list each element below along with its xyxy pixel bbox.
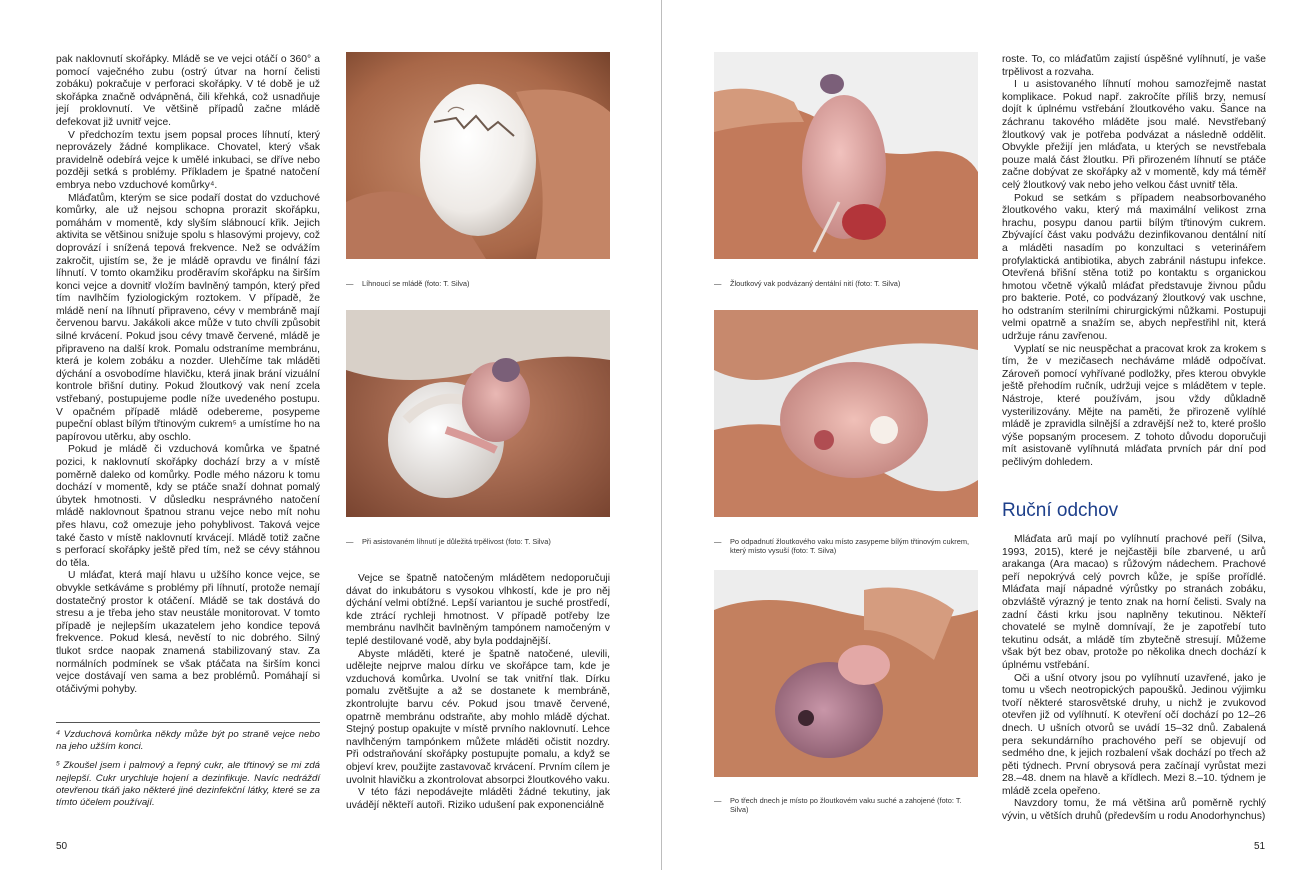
caption-photo-5: — Po třech dnech je místo po žloutkovém vaku suché a zahojené (foto: T. Silva): [714, 796, 962, 815]
paragraph: Abyste mláděti, které je špatně natočené, ulevili, udělejte nejprve malou dírku ve skořápce tam, kde je vzduchová komůrka. Uvolní se tak vnitřní tlak. Dírku pomalu zvětšujte a až se dostanete k membráně, zkontrolujte barvu cév. Pokud jsou tmavě červené, opatrně membránu odstraňte, aby mohlo mládě dýchat. Stejný postup opakujte v místě prvního naklovnutí. Lehce navlhčeným tampónkem můžete mláděti očistit nozdry. Při odstraňování skořápky postupujte pomalu, a když se objeví krev, použijte zastavovač krvácení. Prvním cílem je uvolnit hlavičku a zkontrolovat absorpci žloutkového vaku.: [346, 648, 610, 786]
paragraph: Navzdory tomu, že má většina arů poměrně rychlý vývin, u větších druhů (především u rodu Anodorhynchus): [1002, 798, 1266, 823]
paragraph: Mláďatům, kterým se sice podaří dostat do vzduchové komůrky, ale už nejsou schopna prorazit skořápku, pomáhám v momentě, kdy slyším slábnoucí křik. Jejich aktivita se většinou snižuje spolu s hlasovými projevy, což doprovází i snížená tepová frekvence. Než se odvážím zakročit, ujistím se, že je mládě opravdu ve finální fázi líhnutí. V tomto okamžiku proděravím skořápku na širším konci vejce a dovnitř vložím bavlněný tampón, který před tím navlhčím fyziologickým roztokem. V případě, že mládě není na líhnutí připraveno, cévy v membráně mají červenou barvu. Jakákoli akce může v tuto chvíli způsobit silné krvácení. Pokud jsou cévy tmavě červené, mládě je připraveno na další krok. Pomalu odstraníme membránu, která je kolem zobáku a nozder. Ulehčíme tak mláděti dýchání a osvobodíme hlavičku, která jinak brání vizuální kontrole břišní dutiny. Pokud žloutkový vak není zcela vstřebaný, postupujeme podle níže uvedeného postupu. V opačném případě mládě odebereme, posypeme pupeční oblast bílým třtinovým cukrem⁵ a umístíme ho na papírovou utěrku, aby oschlo.: [56, 192, 320, 443]
caption-photo-3: — Žloutkový vak podvázaný dentální nití (foto: T. Silva): [714, 279, 901, 288]
photo-assisted-hatch: [346, 310, 610, 517]
paragraph: Pokud se setkám s případem neabsorbovaného žloutkového vaku, který má maximální velikost zrna hrachu, posypu danou partii bílým třtinovým cukrem. Zbývající část vaku podvážu dezinfikovanou dentální nití a mláděti nasadím po konzultaci s veterinářem profylaktická antibiotika, abych zabránil nástupu infekce. Otevřená břišní stěna totiž po kontaktu s organickou hmotou včetně výkalů mláďat představuje živnou půdu pro bakterie. Poté, co podvázaný žloutkový vak uschne, ho odstraním sterilními chirurgickými nůžkami. Postupuji velmi opatrně a snažím se, abych nepřestřihl nit, která udržuje ránu zavřenou.: [1002, 192, 1266, 343]
left-page-column-1: [56, 54, 320, 706]
paragraph: V této fázi nepodávejte mláděti žádné tekutiny, jak uvádějí někteří autoři. Riziko udušení pak exponenciálně: [346, 787, 610, 811]
paragraph: Mláďata arů mají po vylíhnutí prachové peří (Silva, 1993, 2015), které je nejčastěji bíle zbarvené, u arů arakanga (Ara macao) s růžovým nádechem. Prachové peří nepokrývá celý povrch kůže, je spíše prořídlé. Mláďata mají nápadné výrůstky po stranách zobáku, obzvláště výrazný je tento znak na horní čelisti. Svaly na zadní části krku jsou naplněny tekutinou. Někteří chovatelé se mylně domnívají, že je zapotřebí tuto tekutinu odsát, a mládě tím zbytečně stresují. Můžeme však být bez obav, protože po několika dnech dochází k úplnému vstřebání.: [1002, 534, 1266, 671]
paragraph: Vyplatí se nic neuspěchat a pracovat krok za krokem s tím, že v mezičasech necháváme mládě odpočívat. Zároveň pomocí vyhřívané podložky, přes kterou obvykle ještě přehodím ručník, udržuji vejce s mládětem v teple. Nástroje, které používám, jsou vždy důkladně vysterilizovány. Mějte na paměti, že přirozeně vylíhlé mládě je zpravidla silnější a zdravější než to, které prošlo výše popsaným procesem. Z tohoto důvodu doporučuji mít asistovaně vylíhnutá mláďata prvních pár dní pod pečlivým dohledem.: [1002, 343, 1266, 468]
paragraph: I u asistovaného líhnutí mohou samozřejmě nastat komplikace. Pokud např. zakročíte příliš brzy, nemusí dojít k úplnému vstřebání žloutkového vaku. Šance na záchranu takového mláděte jsou malé. Nevstřebaný žloutkový vak je potřeba podvázat a následně oddělit. Obvykle přežijí jen mláďata, u kterých se nevstřebala pouze malá část žloutku. Při přirozeném líhnutí se ptáče začne dobývat ze skořápky až v momentě, kdy má téměř celý žloutkový vak nebo jeho velkou část uvnitř těla.: [1002, 79, 1266, 191]
page-number-left: 50: [56, 841, 68, 852]
right-page-column-bottom: [1002, 534, 1266, 824]
caption-photo-2: — Při asistovaném líhnutí je důležitá trpělivost (foto: T. Silva): [346, 537, 551, 546]
paragraph: roste. To, co mláďatům zajistí úspěšné vylíhnutí, je vaše trpělivost a rozvaha.: [1002, 54, 1266, 78]
footnote-5: ⁵ Zkoušel jsem i palmový a řepný cukr, ale třtinový se mi zdá nejlepší. Cukr urychluje hojení a dezinfikuje. Navíc nedráždí otevřenou tkáň jako některé jiné dezinfekční látky, které se za tímto účelem používají.: [56, 760, 320, 809]
caption-photo-4: — Po odpadnutí žloutkového vaku místo zasypeme bílým třtinovým cukrem, který místo vysuší (foto: T. Silva): [714, 537, 970, 556]
footnote-rule: [56, 722, 320, 723]
photo-yolk-sac-tied: [714, 52, 978, 259]
caption-photo-1: — Líhnoucí se mládě (foto: T. Silva): [346, 279, 470, 288]
paragraph: pak naklovnutí skořápky. Mládě se ve vejci otáčí o 360° a pomocí vaječného zubu (ostrý útvar na horní čelisti zobáku) pokračuje v perforaci skořápky. V té době je už skořápka značně odvápněná, čili křehká, což usnadňuje její proklovnutí. Ve většině případů začne mládě defekovat již uvnitř vejce.: [56, 54, 320, 128]
photo-healed-navel: [714, 570, 978, 777]
photo-sugar-on-navel: [714, 310, 978, 517]
photo-hatching-egg: [346, 52, 610, 259]
page-number-right: 51: [1254, 841, 1266, 852]
paragraph: V předchozím textu jsem popsal proces líhnutí, který neprovázely žádné komplikace. Chovatel, který však pravidelně odebírá vejce k umělé inkubaci, se dříve nebo později setká s problémy. Příkladem je špatné natočení embrya nebo vzduchové komůrky⁴.: [56, 129, 320, 191]
paragraph: Vejce se špatně natočeným mládětem nedoporučuji dávat do inkubátoru s vysokou vlhkostí, kde je pro něj dýchání velmi obtížné. Lepší variantou je suché prostředí, kde ztrácí rychleji hmotnost. V případě potřeby lze membránu navlhčit bavlněným tampónem namočeným v teplé destilované vodě, aby byla poddajnější.: [346, 573, 610, 647]
page-gutter: [661, 0, 662, 870]
section-heading: Ruční odchov: [1002, 500, 1119, 521]
right-page-column-top: [1002, 54, 1266, 486]
paragraph: U mláďat, která mají hlavu u užšího konce vejce, se obvykle setkáváme s problémy při líhnutí, protože nemají dostatečný prostor k otáčení. Mládě se tak dostává do stresu a je třeba jeho stav neustále monitorovat. V tomto případě je nejlepším ukazatelem jeho kondice tepová frekvence. Pokud klesá, nevěstí to nic dobrého. Silný tlukot srdce naopak znamená stabilizovaný stav. Za normálních podmínek se však ptáčata na širším konci vejce dostávají ven sama a bez problémů. Pomáhají si otáčivými pohyby.: [56, 570, 320, 695]
footnotes: [56, 729, 320, 809]
footnote-4: ⁴ Vzduchová komůrka někdy může být po straně vejce nebo na jeho užším konci.: [56, 729, 320, 753]
paragraph: Pokud je mládě či vzduchová komůrka ve špatné pozici, k naklovnutí skořápky dochází brzy a v místě poměrně daleko od komůrky. Podle mého názoru k tomu dochází v momentě, kdy se ptáče snaží dohnat pomalý úbytek hmotnosti. V důsledku nesprávného natočení mládě naklovnout špatnou stranu vejce nebo mít nohu přes hlavu, což omezuje jeho pohyblivost. Taková vejce také často v místě naklovnutí krvácejí. Mládě totiž začne s perforací skořápky ještě před tím, než se cévy stáhnou do těla.: [56, 444, 320, 569]
paragraph: Oči a ušní otvory jsou po vylíhnutí uzavřené, jako je tomu u všech neotropických papoušků. Jedinou výjimku tvoří některé starosvětské druhy, u nichž je zvukovod otevřen již od vylíhnutí. K otevření očí dochází po 12–26 dnech. U ušních otvorů se uvádí 15–32 dnů. Zabalená pera sekundárního prachového peří se objevují od sedmého dne, k jejich rozbalení však dochází po třech až pěti týdnech. První obrysová pera začínají vyrůstat mezi 28.–48. dnem na hlavě a křídlech. Mezi 8.–10. týdnem je mládě zcela opeřeno.: [1002, 672, 1266, 797]
left-page-column-2: [346, 573, 610, 823]
